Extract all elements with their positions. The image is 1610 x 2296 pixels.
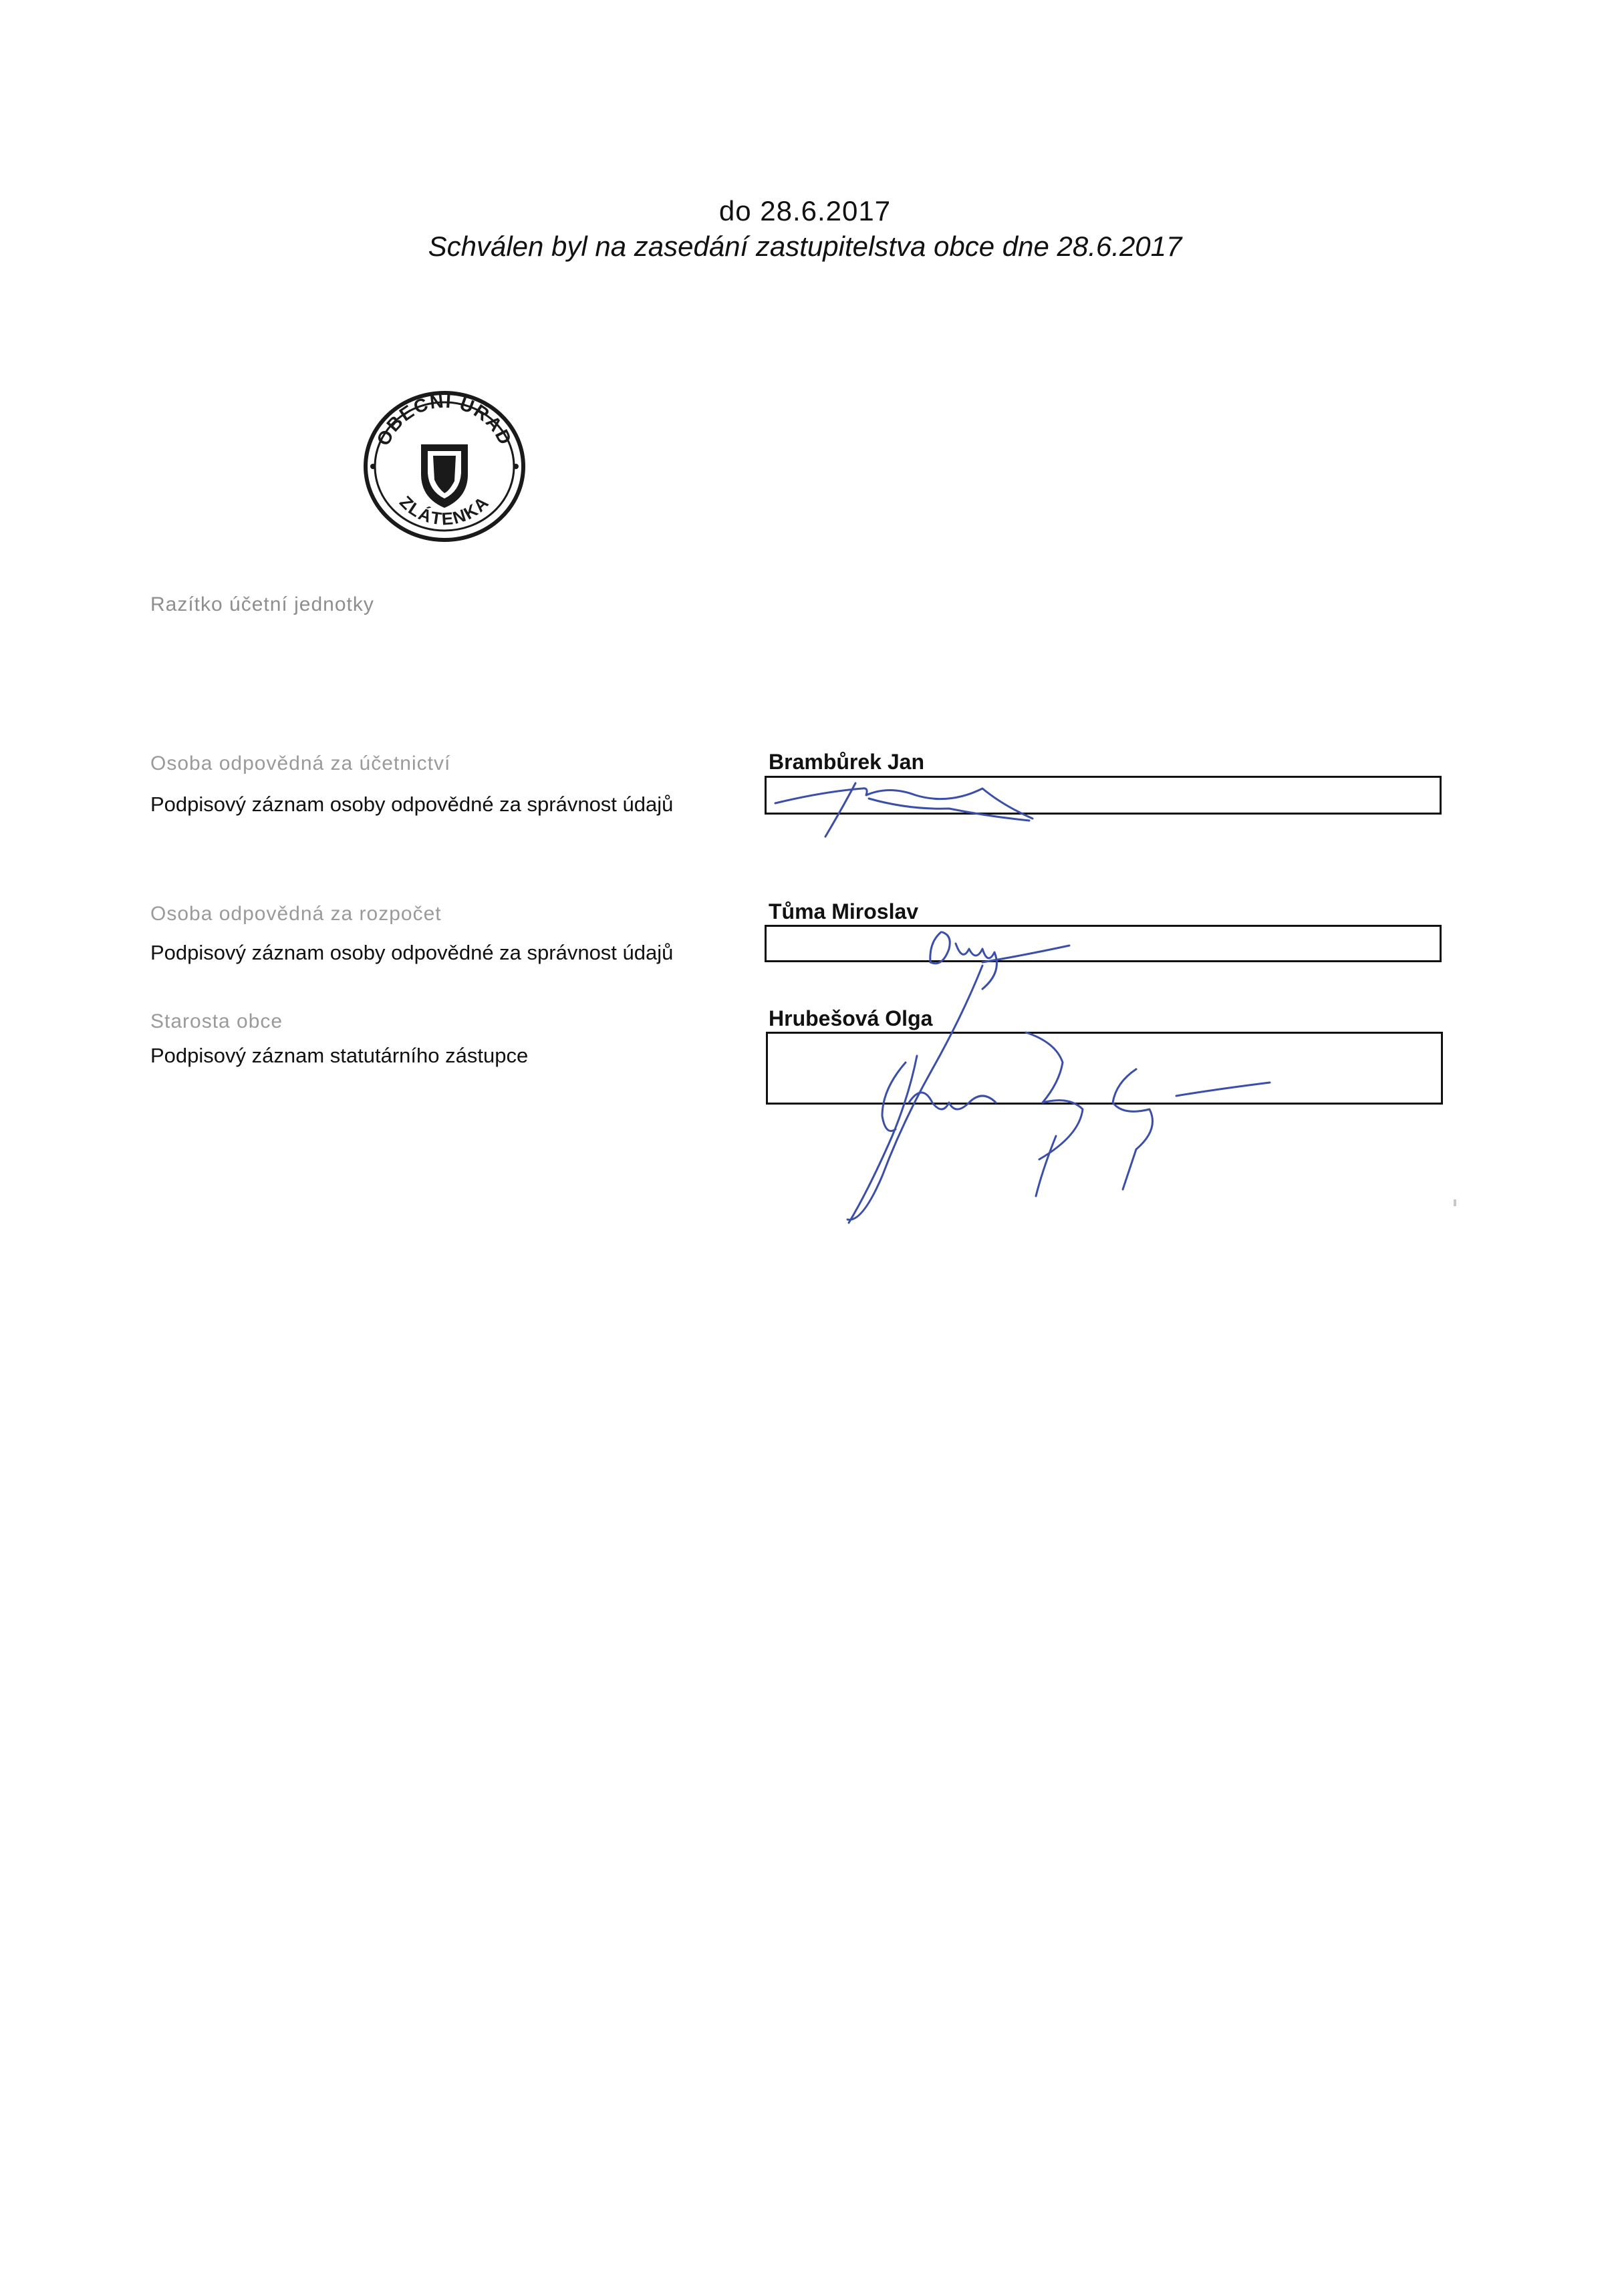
signature-box-budget [765,925,1442,962]
svg-text:OBECNÍ ÚŘAD [373,390,517,448]
section-desc-accounting: Podpisový záznam osoby odpovědné za správnost údajů [150,793,674,816]
stamp-caption: Razítko účetní jednotky [150,593,374,615]
approval-heading: Schválen byl na zasedání zastupitelstva obce dne 28.6.2017 [428,231,1182,262]
section-title-budget: Osoba odpovědná za rozpočet [150,903,442,925]
signature-box-accounting [765,776,1442,815]
document-date-heading: do 28.6.2017 [718,195,892,227]
name-budget: Tůma Miroslav [769,899,919,923]
name-mayor: Hrubešová Olga [769,1006,933,1030]
name-accounting: Brambůrek Jan [769,750,924,774]
section-title-accounting: Osoba odpovědná za účetnictví [150,752,451,774]
section-title-mayor: Starosta obce [150,1010,283,1032]
seal-graphic [354,381,535,548]
office-seal-stamp [354,381,535,548]
seal-text-bottom: ZLÁTENKA [396,491,493,529]
scan-speck [1454,1199,1456,1206]
section-desc-budget: Podpisový záznam osoby odpovědné za správnost údajů [150,941,674,964]
seal-text-top: OBECNÍ ÚŘAD [372,390,517,449]
section-desc-mayor: Podpisový záznam statutárního zástupce [150,1044,529,1067]
signature-box-mayor [766,1032,1443,1105]
